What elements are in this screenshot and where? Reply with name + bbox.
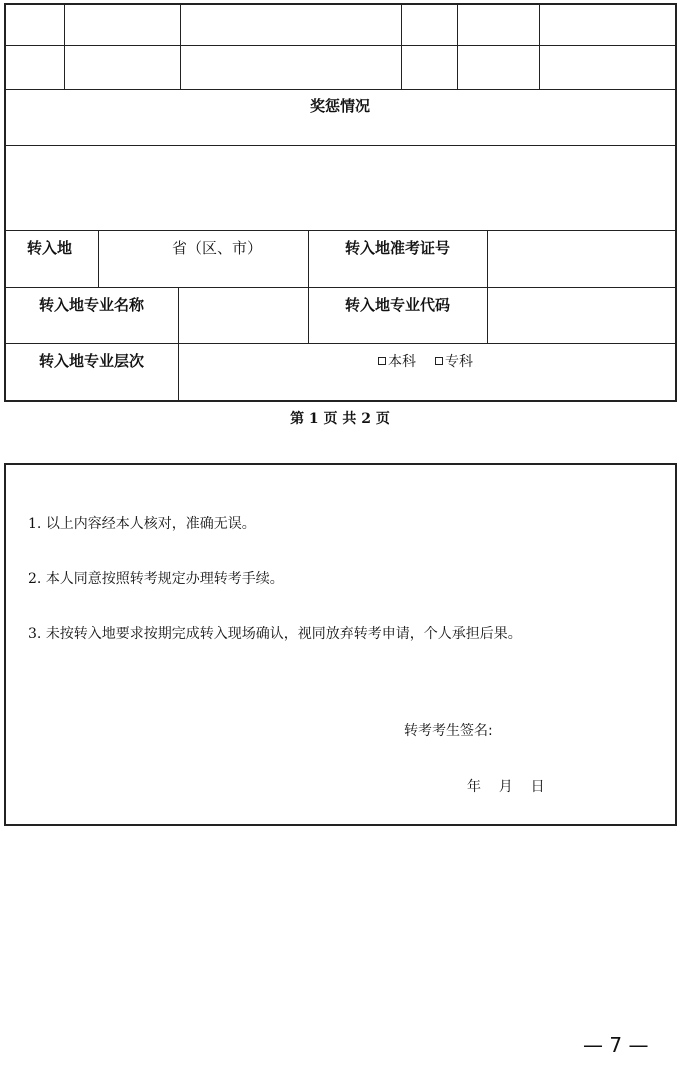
col-divider: [98, 230, 99, 287]
col-divider: [457, 4, 458, 89]
level-option-undergrad[interactable]: [378, 351, 416, 371]
level-option-label: 本科: [388, 354, 416, 370]
item-text: 未按转入地要求按期完成转入现场确认，视同放弃转考申请，个人承担后果。: [45, 626, 522, 642]
signature-label: 转考考生签名:: [404, 723, 493, 739]
declaration-item: [28, 513, 256, 533]
transfer-exam-no-label: 转入地准考证号: [344, 239, 450, 257]
row-divider: [5, 145, 676, 146]
page-caption: 第 1 页 共 2 页: [290, 411, 390, 427]
item-number: 3.: [28, 626, 42, 642]
declaration-item: [28, 623, 522, 643]
col-divider: [487, 287, 488, 343]
major-name-label: 转入地专业名称: [38, 296, 144, 314]
col-divider: [487, 230, 488, 287]
page-number: — 7 —: [583, 1033, 649, 1057]
date-line: 年 月 日: [467, 779, 545, 795]
item-text: 以上内容经本人核对，准确无误。: [45, 516, 256, 532]
item-number: 1.: [28, 516, 42, 532]
row-divider: [5, 287, 676, 288]
row-divider: [5, 45, 676, 46]
checkbox-icon: [378, 357, 386, 365]
row-divider: [5, 343, 676, 344]
checkbox-icon: [435, 357, 443, 365]
declaration-item: [28, 568, 284, 588]
col-divider: [539, 4, 540, 89]
major-level-label: 转入地专业层次: [38, 352, 144, 370]
item-number: 2.: [28, 571, 42, 587]
level-option-label: 专科: [445, 354, 473, 370]
province-text: 省（区、市）: [172, 239, 263, 257]
item-text: 本人同意按照转考规定办理转考手续。: [45, 571, 284, 587]
col-divider: [178, 343, 179, 401]
awards-label: 奖惩情况: [309, 97, 370, 115]
level-option-junior[interactable]: [435, 351, 473, 371]
col-divider: [64, 4, 65, 89]
row-divider: [5, 230, 676, 231]
major-code-label: 转入地专业代码: [344, 296, 450, 314]
transfer-place-label: 转入地: [27, 239, 73, 257]
col-divider: [178, 287, 179, 343]
row-divider: [5, 89, 676, 90]
col-divider: [180, 4, 181, 89]
col-divider: [401, 4, 402, 89]
